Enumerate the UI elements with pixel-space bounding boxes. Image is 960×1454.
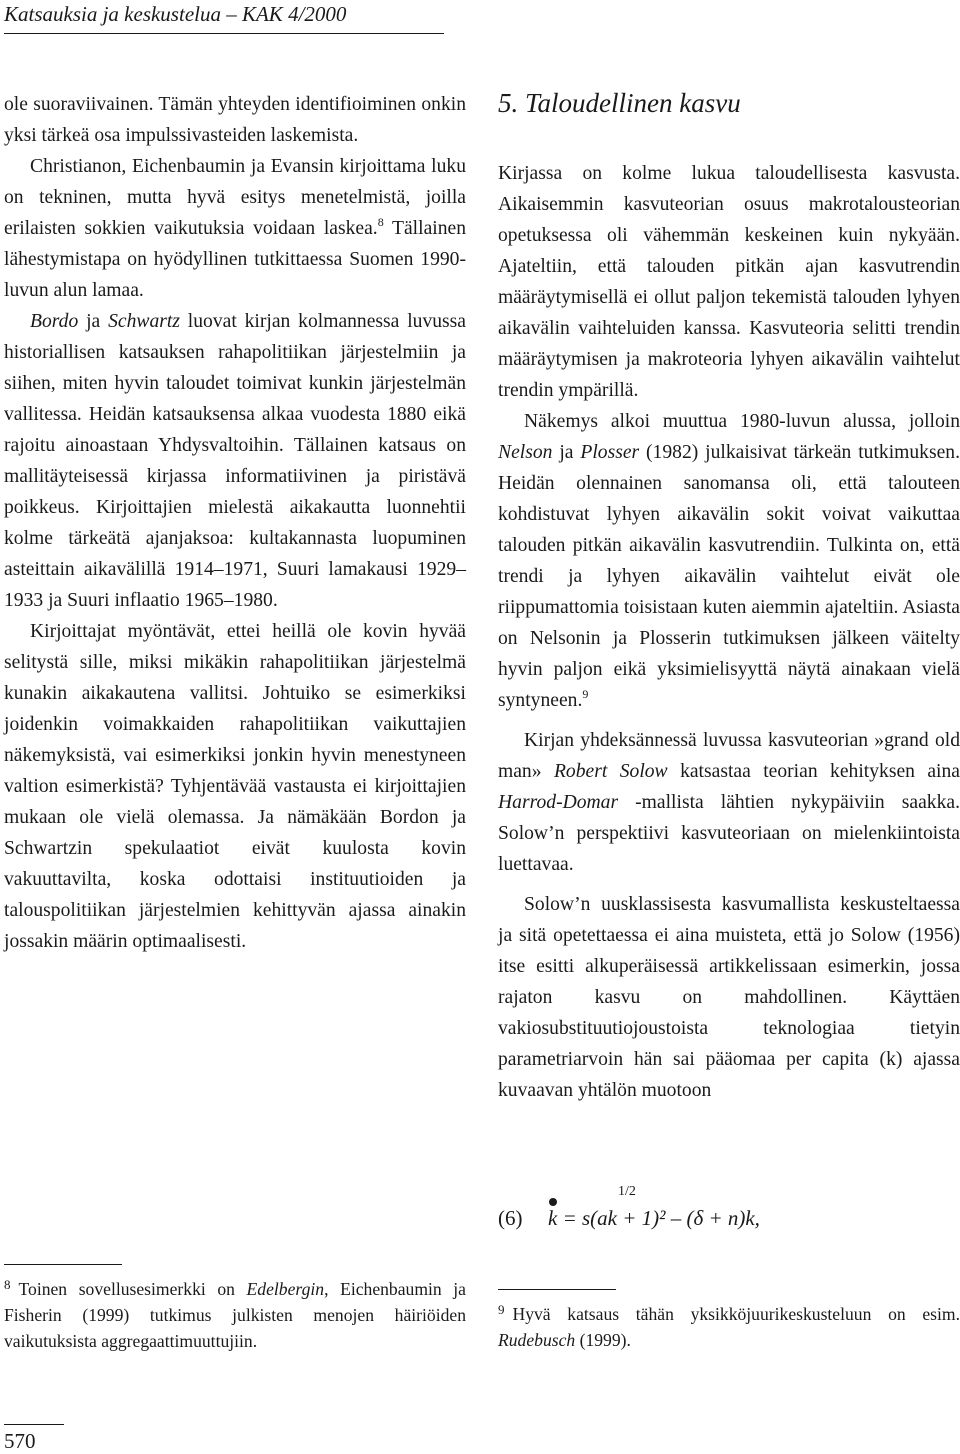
author-name: Nelson (498, 442, 553, 463)
section-heading: 5. Taloudellinen kasvu (498, 88, 741, 118)
author-name: Plosser (580, 442, 640, 463)
author-name: Edelbergin (246, 1279, 325, 1299)
page-number: 570 (4, 1424, 64, 1454)
text-span: katsastaa teorian kehityksen aina (667, 761, 960, 782)
paragraph: Solow’n uusklassisesta kasvumallista keskusteltaessa ja sitä opetettaessa ei aina muisteta, että jo Solow (1956) itse esitti alkuperäisessä artikkelissaan esimerkin, jossa rajaton kasvu on mahdollinen. Käyttäen vakiosubstituutiojoustoista teknologiaa tietyin parametriarvoin hän sai pääomaa per capita (k) ajassa kuvaavan yhtälön muotoon (498, 894, 960, 1101)
right-column (498, 158, 960, 1106)
equation-number: (6) (498, 1206, 523, 1230)
time-derivative-dot (549, 1198, 557, 1206)
paragraph (4, 151, 466, 306)
author-name: Schwartz (108, 311, 180, 332)
text-span: ja (78, 311, 109, 332)
text-span: ja (552, 442, 581, 463)
text-span: Tällainen lähestymistapa on hyödyllinen tutkittaessa Suomen 1990-luvun alun lamaa. (4, 218, 466, 301)
equation-rhs: + 1)² – (δ + n)k, (616, 1206, 760, 1230)
author-name: Bordo (30, 311, 79, 332)
paragraph: Kirjoittajat myöntävät, ettei heillä ole kovin hyvää selitystä sille, miksi mikäkin rahapolitiikan järjestelmä kunakin aikakautena vallitsi. Johtuiko se esimerkiksi joidenkin voimakkaiden rahapolitiikan vaikuttajien näkemyksistä, vai esimerkiksi jonkin hyvin menestyneen valtion esimerkistä? Tyhjentävää vastausta ei kirjoittajien mukaan ole vielä olemassa. Ja nämäkään Bordon ja Schwartzin spekulaatiot eivät kuulosta kovin vakuuttavilta, koska odottaisi instituutioiden ja talouspolitiikan järjestelmien kehittyvän ajassa ainakin jossakin määrin optimaalisesti. (4, 621, 466, 952)
text-span: Hyvä katsaus tähän yksikköjuurikeskusteluun on esim. (512, 1304, 960, 1324)
paragraph (498, 725, 960, 880)
text-span: Kirjan yhdeksännessä luvussa kasvuteorian »grand old man» (498, 730, 960, 782)
paragraph (4, 306, 466, 616)
footnote-rule (498, 1289, 616, 1290)
equation-6 (498, 1184, 960, 1250)
paragraph: Kirjassa on kolme lukua taloudellisesta kasvusta. Aikaisemmin kasvuteorian osuus makrotalousteorian opetuksessa oli vähemmän keskeinen kuin nykyään. Ajateltiin, että talouden pitkän ajan kasvutrendin määräytymisellä ei ollut paljon tekemistä talouden lyhyen aikavälin vaihteluiden kanssa. Kasvuteoria selitti trendin määräytymisen ja makroteoria lyhyen aikavälin vaihtelut trendin ympärillä. (498, 163, 960, 401)
text-span: (1982) julkaisivat tärkeän tutkimuksen. Heidän olennainen sanomansa oli, että talouteen kohdistuvat lyhyen aikavälin sokit voivat vaikuttaa talouden pitkän aikavälin kasvutrendiin. Tulkinta on, että trendi ja lyhyen aikavälin vaihtelut eivät ole riippumattomia toisistaan kuten aiemmin ajateltiin. Asiasta on Nelsonin ja Plosserin tutkimuksen jälkeen väitelty hyvin paljon eikä yksimielisyyttä näytä ainakaan vielä syntyneen. (498, 442, 960, 711)
author-name: Robert Solow (553, 761, 668, 782)
text-span: luovat kirjan kolmannessa luvussa historiallisen katsauksen rahapolitiikan järjestelmiin ja siihen, miten hyvin taloudet toimivat kunkin järjestelmän vallitessa. Heidän katsauksensa alkaa vuodesta 1880 eikä rajoitu ainoastaan Yhdysvaltoihin. Tällainen katsaus on mallitäyteisessä kirjassa informatiivinen ja piristävä poikkeus. Kirjoittajien mielestä aikakautta luonnehtii kolme tärkeätä ajanjaksoa: kultakannasta luopuminen asteittain aikavälillä 1914–1971, Suuri lamakausi 1929–1933 ja Suuri inflaatio 1965–1980. (4, 311, 466, 611)
footnote-rule (4, 1264, 122, 1265)
equation-exponent: 1/2 (618, 1184, 636, 1199)
text-span: (1999). (575, 1330, 631, 1350)
footnote-ref-9[interactable]: 9 (582, 687, 589, 701)
text-span: -mallista lähtien nykypäiviin saakka. Solow’n perspektiivi kasvuteoriaan on mielenkiintoista luettavaa. (498, 792, 960, 875)
equation-lhs: k = s(ak (548, 1206, 617, 1230)
author-name: Rudebusch (498, 1330, 576, 1350)
model-name: Harrod-Domar (498, 792, 619, 813)
footnote-9 (498, 1301, 960, 1353)
left-column (4, 89, 466, 957)
running-header: Katsauksia ja keskustelua – KAK 4/2000 (4, 0, 444, 34)
footnote-ref-8[interactable]: 8 (377, 215, 384, 229)
paragraph: ole suoraviivainen. Tämän yhteyden identifioiminen onkin yksi tärkeä osa impulssivasteiden laskemista. (4, 94, 466, 146)
text-span: Toinen sovellusesimerkki on (18, 1279, 247, 1299)
footnote-number: 8 (4, 1277, 11, 1292)
paragraph (498, 406, 960, 716)
text-span: Näkemys alkoi muuttua 1980-luvun alussa, jolloin (524, 411, 960, 432)
equation-body (548, 1206, 760, 1231)
footnote-8 (4, 1276, 466, 1354)
footnote-number: 9 (498, 1302, 505, 1317)
text-span: Christianon, Eichenbaumin ja Evansin kirjoittama luku on tekninen, mutta hyvä esitys menetelmistä, joilla erilaisten sokkien vaikutuksia voidaan laskea. (4, 156, 466, 239)
text-span: , Eichenbaumin ja Fisherin (1999) tutkimus julkisten menojen häiriöiden vaikutuksista aggregaattimuuttujiin. (4, 1279, 466, 1351)
